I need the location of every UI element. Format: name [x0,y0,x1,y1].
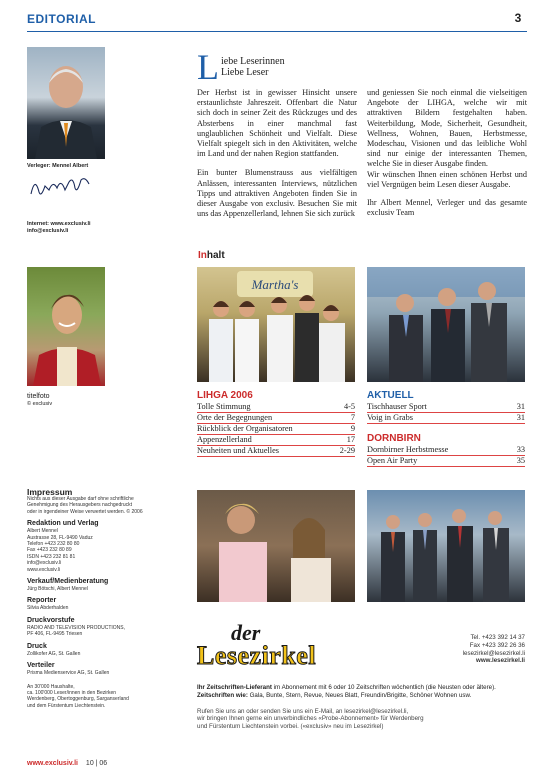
publisher-photo [27,47,105,159]
lesezirkel-logo [197,620,357,675]
toc-entry-label: Open Air Party [367,456,418,465]
toc-entry-label: Tischhauser Sport [367,402,427,411]
publisher-caption: Verleger: Mennel Albert [27,163,89,169]
photo-business-group [367,490,525,602]
toc-entry[interactable] [197,402,355,413]
toc-entry[interactable] [197,413,355,424]
impressum-intro-line: Nichts aus dieser Ausgabe darf ohne schriftliche [27,496,134,502]
cover-photo-label: titelfoto [27,393,50,400]
inhalt-heading [198,250,225,261]
toc-entry-page: 33 [516,445,525,454]
fax-number: Fax +423 392 26 36 [469,641,525,649]
paragraph: und geniessen Sie noch einmal die vielseitigen Angebote der LIHGA, welche wir mit attraktiven Bildern festgehalten haben. Weiterbildung, Mode, Sicherheit, Gesundheit, Wellness, Wohnen, Bauen, Herbstmesse, Modeschau, Visionen und das leibliche Wohl sind nur einige der interessanten Themen, welche Sie in dieser Ausgabe finden. [367,88,527,169]
impressum-line: Jürg Bötschi, Albert Mennel [27,586,88,593]
toc-entry-page: 7 [350,413,355,422]
logo-top-text: der [231,620,261,645]
toc-entry[interactable] [367,445,525,456]
impressum [27,488,187,709]
internet-link[interactable]: Internet: www.exclusiv.li [27,221,91,227]
impressum-heading: Reporter [27,597,57,605]
photo-sign-text: Martha's [251,277,299,292]
toc-lihga [197,390,355,457]
toc-entry-page: 35 [516,456,525,465]
toc-entry-label: Appenzellerland [197,435,252,444]
impressum-line: Silvia Abderhalden [27,605,69,612]
impressum-line: Zollikofer AG, St. Gallen [27,650,81,657]
impressum-distribution-line: und dem Fürstentum Liechtenstein. [27,702,106,709]
toc-lihga-title: LIHGA 2006 [197,390,253,401]
toc-entry[interactable] [367,402,525,413]
footer [27,760,107,767]
toc-entry-page: 2-29 [339,446,355,455]
cta-line: Rufen Sie uns an oder senden Sie uns ein E-Mail, an lesezirkel@lesezirkel.li, [197,707,409,715]
toc-entry-page: 9 [350,424,355,433]
greeting-line-1: iebe Leserinnen [221,56,285,67]
section-title: EDITORIAL [27,12,96,26]
page-header [0,0,550,30]
toc-entry[interactable] [197,424,355,435]
cover-photo [27,267,105,386]
lesezirkel-contact [400,634,525,665]
impressum-distribution-line: An 30'000 Haushalte, [27,683,75,690]
cover-photo-credit: © exclusiv [27,401,53,407]
toc-entry-label: Neuheiten und Aktuelles [197,446,280,455]
impressum-intro-line: Genehmigung des Herausgebers nachgedruckt [27,502,133,509]
contact-web-link[interactable]: www.lesezirkel.li [476,657,525,665]
impressum-line: PF 406, FL-9495 Triesen [27,631,83,638]
lead-bold-text: Ihr Zeitschriften-Lieferant [197,684,272,691]
logo-main-text: Lesezirkel [197,641,317,670]
inhalt-heading-part-2: halt [206,250,225,261]
toc-entry[interactable] [367,456,525,467]
impressum-title: Impressum [27,487,73,497]
drop-cap: L [197,47,219,87]
footer-url[interactable]: www.exclusiv.li [27,760,78,767]
footer-issue: 10 | 06 [85,760,108,767]
impressum-line: RADIO AND TELEVISION PRODUCTIONS, [27,624,125,631]
toc-entry-label: Orte der Begegnungen [197,413,273,422]
cta-line: wir bringen Ihnen gerne ein unverbindliches «Probe-Abonnement» für Werdenberg [197,715,424,723]
toc-entry-label: Rückblick der Organisatoren [197,424,293,433]
lesezirkel-description [197,684,527,731]
toc-aktuell-title: AKTUELL [367,390,414,401]
impressum-heading: Verteiler [27,662,55,670]
impressum-distribution-line: Werdenberg, Obertoggenburg, Sarganserland [27,696,129,703]
header-divider [27,31,527,32]
toc-entry[interactable] [197,446,355,457]
impressum-line: ISDN +423 232 81 81 [27,553,76,560]
page-number: 3 [514,11,522,25]
photo-men-suits [367,267,525,382]
email-link[interactable]: info@exclusiv.li [27,228,69,234]
inhalt-heading-part-1: In [198,250,207,261]
greeting-line-2: Liebe Leser [221,67,269,78]
photo-women-group [197,267,355,382]
toc-entry-page: 4-5 [343,402,355,411]
toc-entry-page: 31 [516,413,525,422]
toc-entry[interactable] [197,435,355,446]
magazines-text: Gala, Bunte, Stern, Revue, Neues Blatt, Freundin/Brigitte, Schöner Wohnen usw. [247,691,472,699]
toc-dornbirn-title: DORNBIRN [367,433,421,444]
toc-entry-label: Tolle Stimmung [197,402,251,411]
toc-entry-page: 17 [346,435,355,444]
impressum-heading: Druckvorstufe [27,616,75,624]
impressum-line: Albert Mennel [27,528,58,535]
photo-party [197,490,355,602]
contact-email-link[interactable]: lesezirkel@lesezirkel.li [462,649,525,657]
paragraph: Ein bunter Blumenstrauss aus vielfältigen Anlässen, interessanten Interviews, nützlichen Tipps und attraktiven Angeboten finden Sie in dieser Ausgabe von exclusiv. Besuchen Sie mit uns das Appenzellerland, lehnen Sie sich zurück [197,168,357,219]
toc-aktuell [367,390,525,467]
editorial-column-2 [367,88,527,227]
paragraph: Der Herbst ist in gewisser Hinsicht unsere erstaunlichste Jahreszeit. Offenbart die Natur sich doch in seiner Zeit des Rückzuges und des Absterbens in einer manchmal fast unglaublichen Schönheit und Vielfalt. Diese Vielfalt spiegelt sich in den Aktivitäten, welche im Land und der nahen Region stattfanden. [197,88,357,159]
paragraph: Ihr Albert Mennel, Verleger und das gesamte exclusiv Team [367,198,527,218]
impressum-line: Fax +423 232 80 89 [27,547,72,554]
impressum-distribution-line: ca. 100'000 Leser/innen in den Bezirken [27,689,117,696]
magazines-bold-text: Zeitschriften wie: [197,691,248,699]
impressum-intro-line: oder in irgendeiner Weise verwertet werden. © 2006 [27,508,143,515]
toc-entry-page: 31 [516,402,525,411]
impressum-web-link[interactable]: www.exclusiv.li [27,566,60,573]
toc-entry-label: Voig in Grabs [367,413,413,422]
phone-number: Tel. +423 392 14 37 [470,634,525,641]
toc-entry-label: Dornbirner Herbstmesse [367,445,449,454]
toc-entry[interactable] [367,413,525,424]
paragraph: Wir wünschen Ihnen einen schönen Herbst und viel Vergnügen beim Lesen dieser Ausgabe. [367,169,527,189]
impressum-line: Prisma Medienservice AG, St. Gallen [27,670,110,677]
impressum-line: Telefon +423 232 80 80 [27,541,80,548]
impressum-heading: Druck [27,642,47,650]
cta-line: und Fürstentum Liechtenstein vorbei. («exclusiv» neu im Lesezirkel) [197,723,384,731]
impressum-heading: Redaktion und Verlag [27,520,99,528]
greeting [197,47,347,87]
impressum-heading: Verkauf/Medienberatung [27,578,109,586]
signature [27,172,97,202]
editorial-column-1 [197,88,357,228]
impressum-email-link[interactable]: info@exclusiv.li [27,560,62,567]
lead-text: im Abonnement mit 6 oder 10 Zeitschriften wöchentlich (die Neusten oder ältere). [271,684,496,691]
impressum-line: Austrasse 28, FL-9490 Vaduz [27,534,93,541]
